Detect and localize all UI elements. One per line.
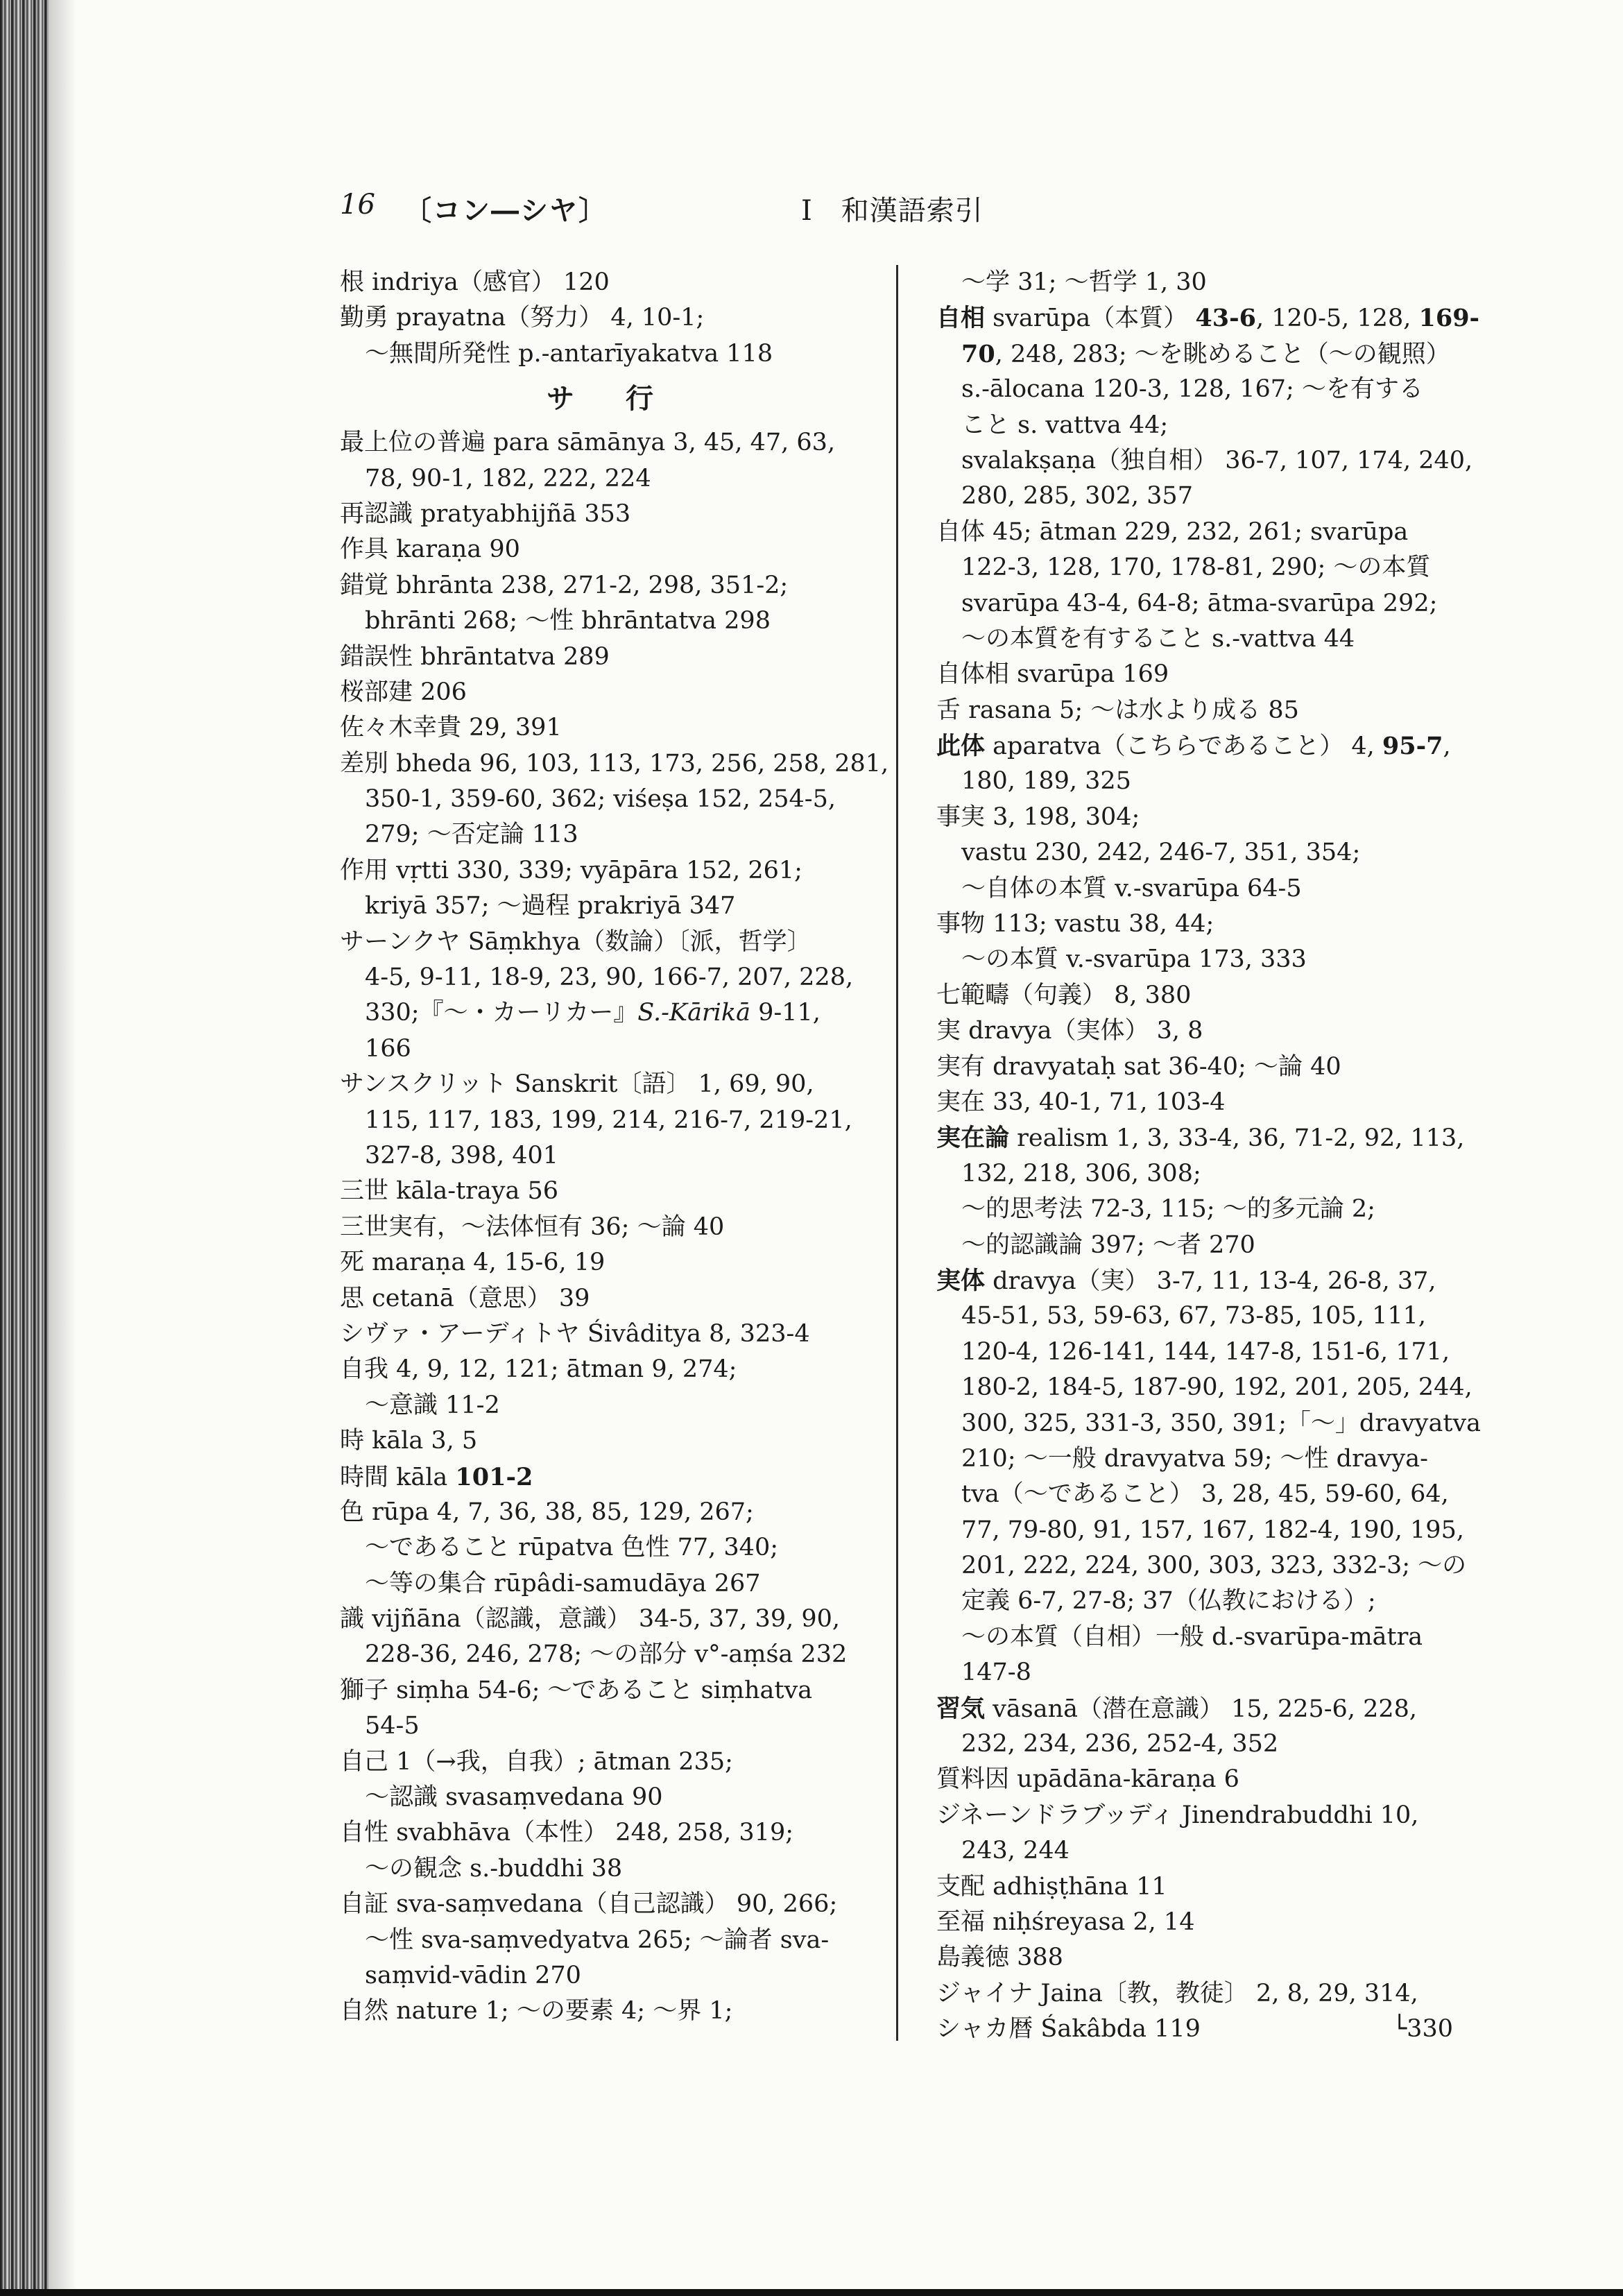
index-line xyxy=(340,817,881,853)
index-line-segment: dravya（実） 3-7, 11, 13-4, 26-8, 37, xyxy=(985,1267,1436,1295)
index-line-text: ～的認識論 397; ～者 270 xyxy=(961,1231,1255,1259)
index-line-text: 質料因 upādāna-kāraṇa 6 xyxy=(936,1765,1239,1794)
index-line-text: 舌 rasana 5; ～は水より成る 85 xyxy=(936,696,1299,724)
index-line-text: 桜部建 206 xyxy=(340,678,467,706)
index-line-text: s.-ālocana 120-3, 128, 167; ～を有する xyxy=(961,375,1423,404)
index-line xyxy=(936,1120,1465,1156)
scan-binding-shadow xyxy=(49,0,76,2296)
index-line-text: 七範疇（句義） 8, 380 xyxy=(936,981,1192,1009)
index-line-text: 自体 45; ātman 229, 232, 261; svarūpa xyxy=(936,517,1409,546)
index-line xyxy=(340,853,881,889)
index-line-text: 作用 vṛtti 330, 339; vyāpāra 152, 261; xyxy=(340,856,802,884)
index-line-segment: 95-7 xyxy=(1382,732,1443,761)
index-line-text: 243, 244 xyxy=(961,1837,1070,1865)
index-column-left xyxy=(340,265,889,2030)
index-line-text: ～性 sva-saṃvedyatva 265; ～論者 sva- xyxy=(365,1926,830,1954)
index-line xyxy=(936,1441,1453,1477)
index-line-text: 島義徳 388 xyxy=(936,1944,1063,1972)
index-line xyxy=(340,1352,881,1387)
index-line-text: 132, 218, 306, 308; xyxy=(961,1159,1201,1188)
index-line-text: 三世実有，～法体恒有 36; ～論 40 xyxy=(340,1213,725,1241)
index-line xyxy=(936,586,1453,622)
continuation-mark: └330 xyxy=(1392,2015,1453,2044)
index-line-text: ～の本質 v.-svarūpa 173, 333 xyxy=(961,945,1307,974)
index-line xyxy=(340,640,881,675)
index-line xyxy=(936,1655,1453,1690)
index-line-text: ～認識 svasaṃvedana 90 xyxy=(365,1783,663,1812)
index-line-segment: aparatva（こちらであること） 4, xyxy=(985,733,1382,761)
index-line-text: シャカ暦 Śakâbda 119 xyxy=(936,2015,1201,2044)
index-line-text: 事物 113; vastu 38, 44; xyxy=(936,910,1214,939)
index-line xyxy=(936,336,1453,372)
index-line-text: 思 cetanā（意思） 39 xyxy=(340,1284,590,1312)
index-line xyxy=(340,1637,881,1672)
index-line xyxy=(936,1156,1453,1192)
index-line xyxy=(936,515,1453,550)
index-line-text: 定義 6-7, 27-8; 37（仏教における）; xyxy=(961,1587,1376,1616)
index-line-text: 最上位の普遍 para sāmānya 3, 45, 47, 63, xyxy=(340,429,836,457)
index-line-text: ～等の集合 rūpâdi-samudāya 267 xyxy=(365,1569,761,1597)
index-line xyxy=(936,1263,1453,1299)
index-line xyxy=(936,300,1480,336)
index-line-text: 錯誤性 bhrāntatva 289 xyxy=(340,642,610,671)
index-line xyxy=(340,710,881,746)
index-line xyxy=(936,1833,1453,1869)
index-line-text: 232, 234, 236, 252-4, 352 xyxy=(961,1730,1279,1758)
index-line-segment: svarūpa（本質） xyxy=(985,305,1196,333)
index-line-segment: 330;『～・カーリカー』 xyxy=(365,999,638,1027)
index-line xyxy=(340,1994,881,2029)
index-line-text: サ 行 xyxy=(547,382,674,415)
index-line-segment: realism 1, 3, 33-4, 36, 71-2, 92, 113, xyxy=(1009,1124,1465,1153)
index-line xyxy=(936,1548,1467,1584)
index-line xyxy=(936,1299,1453,1334)
index-line-segment: 9-11, xyxy=(750,999,821,1027)
index-line-segment: 実在論 xyxy=(936,1124,1010,1153)
index-line xyxy=(340,1388,881,1423)
section-heading xyxy=(340,372,881,425)
index-line xyxy=(936,728,1453,764)
index-line xyxy=(936,1976,1453,2012)
entry-range: 〔コン―シヤ〕 xyxy=(404,194,608,227)
index-line xyxy=(340,1851,881,1887)
index-line xyxy=(936,1620,1453,1655)
column-divider xyxy=(896,265,898,2041)
index-line xyxy=(936,1869,1453,1905)
index-line-segment: , xyxy=(1443,733,1451,761)
index-line xyxy=(340,1495,881,1530)
index-line-text: 自体相 svarūpa 169 xyxy=(936,660,1169,689)
index-line-text: 時 kāla 3, 5 xyxy=(340,1427,478,1455)
index-line xyxy=(340,461,881,497)
index-line xyxy=(340,1602,881,1637)
index-line xyxy=(936,1050,1453,1085)
index-line xyxy=(936,443,1473,479)
index-line-text: svalakṣaṇa（独自相） 36-7, 107, 174, 240, xyxy=(961,446,1473,474)
index-line xyxy=(936,1085,1453,1120)
index-line xyxy=(340,532,881,567)
index-line xyxy=(340,300,881,336)
index-column-right xyxy=(936,265,1482,2048)
index-line-text: 実在 33, 40-1, 71, 103-4 xyxy=(936,1088,1226,1116)
index-line-text: 228-36, 246, 278; ～の部分 v°-aṃśa 232 xyxy=(365,1640,848,1669)
index-line xyxy=(340,925,881,960)
index-line xyxy=(340,746,889,782)
index-line xyxy=(340,425,881,461)
index-line-text: 自然 nature 1; ～の要素 4; ～界 1; xyxy=(340,1997,733,2025)
index-line-text: 錯覚 bhrānta 238, 271-2, 298, 351-2; xyxy=(340,571,789,599)
index-line xyxy=(936,1335,1453,1370)
index-line xyxy=(936,1477,1453,1512)
index-line xyxy=(936,622,1453,657)
index-line xyxy=(936,1798,1453,1833)
index-line-segment: 自相 xyxy=(936,304,986,333)
index-line-text: 支配 adhiṣṭhāna 11 xyxy=(936,1872,1167,1901)
index-line-text: ～意識 11-2 xyxy=(365,1391,500,1419)
index-line-segment: , 248, 283; ～を眺めること（～の観照） xyxy=(995,340,1450,368)
index-line-text: 279; ～否定論 113 xyxy=(365,821,578,849)
index-line-text: svarūpa 43-4, 64-8; ātma-svarūpa 292; xyxy=(961,589,1438,617)
index-line xyxy=(340,1923,881,1958)
index-line xyxy=(340,1673,881,1708)
index-line xyxy=(936,1406,1482,1441)
index-line xyxy=(340,675,881,710)
page-header xyxy=(340,189,1470,230)
index-line-text: 死 maraṇa 4, 15-6, 19 xyxy=(340,1249,606,1277)
index-line xyxy=(340,1815,881,1851)
index-line-text: 350-1, 359-60, 362; viśeṣa 152, 254-5, xyxy=(365,785,836,814)
index-line xyxy=(936,2012,1453,2047)
index-line-text: 201, 222, 224, 300, 303, 323, 332-3; ～の xyxy=(961,1552,1467,1580)
index-line xyxy=(340,1887,881,1922)
index-line xyxy=(340,336,881,372)
index-line-text: 作具 karaṇa 90 xyxy=(340,536,520,564)
index-line xyxy=(340,265,881,300)
index-line-segment: 101-2 xyxy=(455,1462,533,1491)
index-line xyxy=(936,1584,1453,1619)
index-line xyxy=(936,1762,1453,1797)
index-line xyxy=(340,1459,881,1495)
index-line xyxy=(340,1245,881,1280)
index-line xyxy=(936,871,1453,907)
index-line xyxy=(936,1192,1453,1227)
index-line xyxy=(936,1513,1464,1548)
index-line xyxy=(936,1691,1453,1727)
index-line xyxy=(936,1228,1453,1263)
index-line xyxy=(936,1905,1453,1940)
index-line xyxy=(340,1708,881,1744)
index-line-text: ～的思考法 72-3, 115; ～的多元論 2; xyxy=(961,1195,1375,1224)
index-line-text: 280, 285, 302, 357 xyxy=(961,482,1193,511)
index-line-segment: 実体 xyxy=(936,1266,986,1295)
index-line xyxy=(340,568,881,603)
index-line xyxy=(936,657,1453,692)
index-line xyxy=(936,408,1453,443)
index-line-text: 120-4, 126-141, 144, 147-8, 151-6, 171, xyxy=(961,1337,1450,1366)
index-line xyxy=(936,1940,1453,1976)
section-title: Ⅰ 和漢語索引 xyxy=(801,195,984,227)
index-line-text: 再認識 pratyabhijñā 353 xyxy=(340,499,631,528)
index-line-text: ～無間所発性 p.-antarīyakatva 118 xyxy=(365,339,773,368)
index-line xyxy=(340,889,881,924)
index-line-text: ～であること rūpatva 色性 77, 340; xyxy=(365,1534,779,1562)
index-line xyxy=(340,782,881,817)
index-line xyxy=(340,995,881,1031)
index-line-text: 自証 sva-saṃvedana（自己認識） 90, 266; xyxy=(340,1890,838,1919)
index-line-text: saṃvid-vādin 270 xyxy=(365,1961,581,1989)
index-line-text: こと s. vattva 44; xyxy=(961,411,1169,439)
index-line-text: 54-5 xyxy=(365,1712,420,1740)
index-line-text: kriyā 357; ～過程 prakriyā 347 xyxy=(365,892,736,920)
index-line xyxy=(936,693,1453,728)
index-line-text: 根 indriya（感官） 120 xyxy=(340,268,610,296)
index-line-text: 166 xyxy=(365,1034,411,1063)
index-line-text: 115, 117, 183, 199, 214, 216-7, 219-21, xyxy=(365,1106,852,1134)
index-line-segment: 時間 kāla xyxy=(340,1463,456,1491)
index-line-segment: 169- xyxy=(1418,304,1480,333)
index-line xyxy=(936,479,1453,514)
index-line-text: 至福 niḥśreyasa 2, 14 xyxy=(936,1908,1195,1936)
scan-binding-edge xyxy=(0,0,49,2296)
index-line xyxy=(936,907,1453,942)
index-line-text: ～の本質を有すること s.-vattva 44 xyxy=(961,624,1355,653)
index-line-text: tva（～であること） 3, 28, 45, 59-60, 64, xyxy=(961,1480,1449,1509)
index-line-text: 77, 79-80, 91, 157, 167, 182-4, 190, 195, xyxy=(961,1516,1464,1544)
index-line-text: 45-51, 53, 59-63, 67, 73-85, 105, 111, xyxy=(961,1302,1427,1330)
index-line xyxy=(340,1958,881,1994)
index-line-segment: , 120-5, 128, xyxy=(1256,305,1419,333)
index-line-text: 勤勇 prayatna（努力） 4, 10-1; xyxy=(340,304,705,332)
index-line-text: 事実 3, 198, 304; xyxy=(936,803,1140,831)
index-line xyxy=(340,960,881,995)
index-line-text: 180-2, 184-5, 187-90, 192, 201, 205, 244, xyxy=(961,1373,1472,1402)
index-line-text: 4-5, 9-11, 18-9, 23, 90, 166-7, 207, 228, xyxy=(365,963,854,992)
index-line xyxy=(936,764,1453,799)
index-line-text: ジャイナ Jaina〔教，教徒〕 2, 8, 29, 314, xyxy=(936,1979,1418,2007)
index-line xyxy=(340,1031,881,1067)
index-line-text: bhrānti 268; ～性 bhrāntatva 298 xyxy=(365,607,771,635)
index-line-segment: 習気 xyxy=(936,1694,986,1723)
index-line-text: ～の本質（自相）一般 d.-svarūpa-mātra xyxy=(961,1622,1423,1651)
index-line-text: vastu 230, 242, 246-7, 351, 354; xyxy=(961,839,1361,867)
index-line xyxy=(340,1780,881,1815)
index-line xyxy=(340,1281,881,1317)
index-line-segment: 70 xyxy=(961,339,995,368)
index-line xyxy=(936,265,1453,300)
index-line xyxy=(936,942,1453,977)
scan-bottom-edge xyxy=(0,2289,1623,2296)
index-line-segment: vāsanā（潜在意識） 15, 225-6, 228, xyxy=(985,1695,1418,1723)
index-line-text: サンスクリット Sanskrit〔語〕 1, 69, 90, xyxy=(340,1070,814,1099)
index-line-text: ジネーンドラブッディ Jinendrabuddhi 10, xyxy=(936,1801,1419,1829)
index-line-segment: 43-6 xyxy=(1195,304,1257,333)
index-line-segment: 此体 xyxy=(936,732,986,761)
index-line-text: 差別 bheda 96, 103, 113, 173, 256, 258, 281, xyxy=(340,749,889,778)
page-number: 16 xyxy=(340,189,375,221)
index-line xyxy=(340,1103,881,1138)
index-line-text: 実有 dravyataḥ sat 36-40; ～論 40 xyxy=(936,1052,1341,1081)
index-line xyxy=(340,1317,881,1352)
index-line-text: 210; ～一般 dravyatva 59; ～性 dravya- xyxy=(961,1444,1428,1473)
index-line xyxy=(936,1370,1472,1405)
index-line-text: 327-8, 398, 401 xyxy=(365,1141,559,1170)
index-line-segment: S.-Kārikā xyxy=(637,999,750,1027)
index-line-text: サーンクヤ Sāṃkhya（数論）〔派，哲学〕 xyxy=(340,927,812,956)
index-line-text: 自己 1（→我，自我）; ātman 235; xyxy=(340,1747,733,1776)
index-line-text: シヴァ・アーディトヤ Śivâditya 8, 323-4 xyxy=(340,1319,810,1348)
index-line-text: 自性 svabhāva（本性） 248, 258, 319; xyxy=(340,1819,794,1847)
index-line-text: 佐々木幸貴 29, 391 xyxy=(340,714,562,742)
index-line-text: 78, 90-1, 182, 222, 224 xyxy=(365,464,651,492)
index-line-text: 獅子 siṃha 54-6; ～であること siṃhatva xyxy=(340,1676,813,1704)
index-line xyxy=(340,1174,881,1209)
index-line-text: ～の観念 s.-buddhi 38 xyxy=(365,1854,623,1883)
index-line-text: 識 vijñāna（認識，意識） 34-5, 37, 39, 90, xyxy=(340,1605,841,1634)
index-line-text: 三世 kāla-traya 56 xyxy=(340,1177,559,1206)
index-line xyxy=(340,1530,881,1566)
index-line xyxy=(936,978,1453,1013)
index-line-text: ～学 31; ～哲学 1, 30 xyxy=(961,268,1207,296)
index-line xyxy=(340,1745,881,1780)
index-line-text: ～自体の本質 v.-svarūpa 64-5 xyxy=(961,874,1302,902)
index-line xyxy=(340,1138,881,1174)
index-line xyxy=(936,1727,1453,1762)
index-line-text: 147-8 xyxy=(961,1659,1031,1687)
index-line xyxy=(936,1013,1453,1049)
index-line xyxy=(340,497,881,532)
index-line-text: 色 rūpa 4, 7, 36, 38, 85, 129, 267; xyxy=(340,1498,754,1526)
index-line xyxy=(340,603,881,639)
index-line xyxy=(936,372,1453,407)
index-line xyxy=(340,1423,881,1459)
index-line xyxy=(936,835,1453,871)
index-line xyxy=(936,800,1453,835)
index-line xyxy=(340,1566,881,1602)
index-line-text: 実 dravya（実体） 3, 8 xyxy=(936,1017,1203,1045)
index-line-text: 自我 4, 9, 12, 121; ātman 9, 274; xyxy=(340,1355,737,1384)
index-line xyxy=(936,550,1453,585)
index-line-text: 122-3, 128, 170, 178-81, 290; ～の本質 xyxy=(961,554,1431,582)
index-line-text: 300, 325, 331-3, 350, 391;「～」dravyatva xyxy=(961,1409,1482,1437)
index-line xyxy=(340,1067,881,1102)
index-line-text: 180, 189, 325 xyxy=(961,767,1131,796)
index-line xyxy=(340,1210,881,1245)
